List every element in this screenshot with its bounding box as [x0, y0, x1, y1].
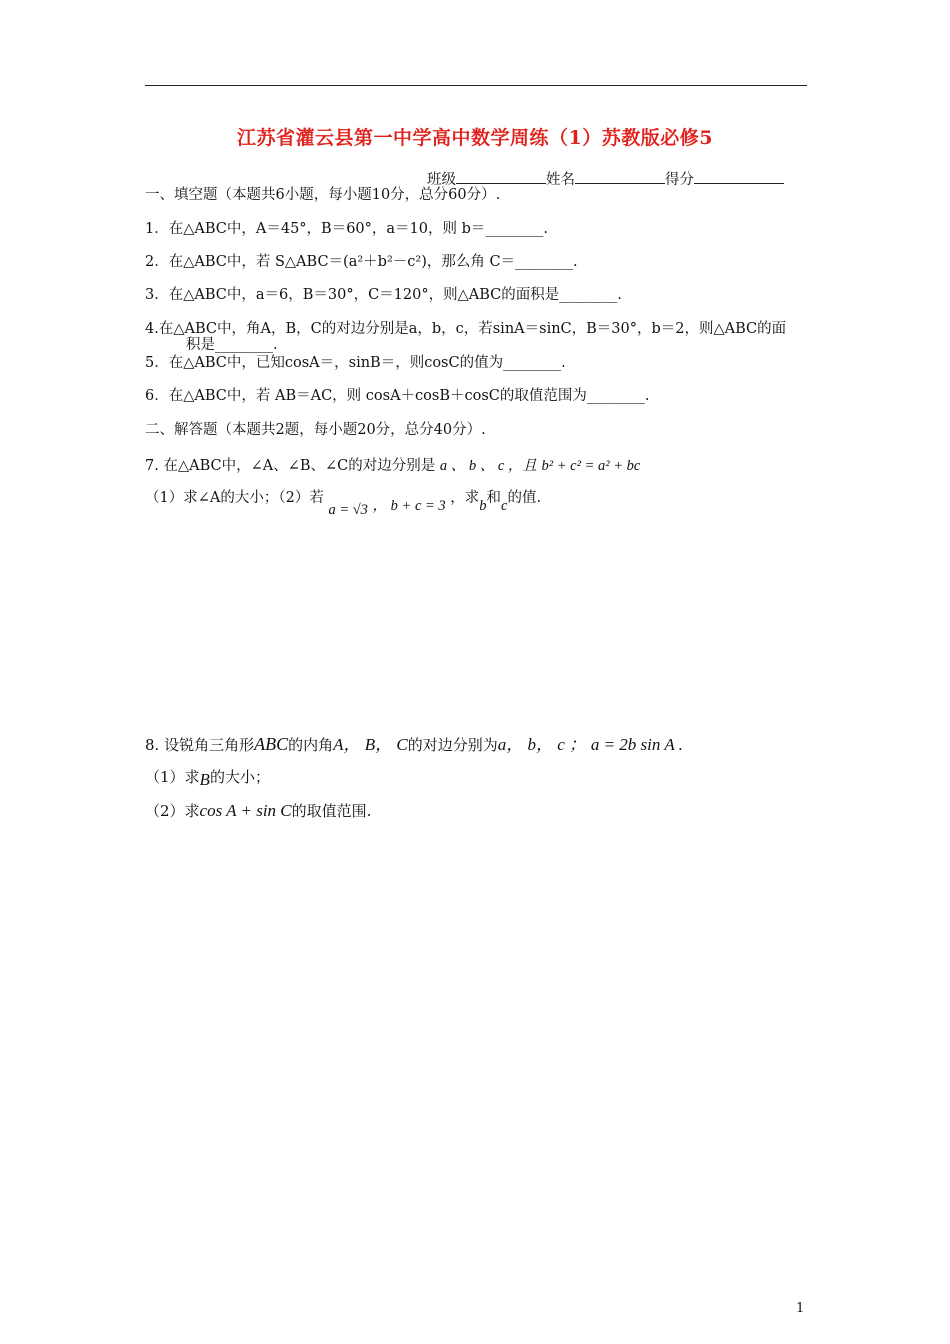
q8-abc: ABC — [254, 734, 289, 754]
question-8-part-1 — [145, 768, 270, 789]
section-2-heading: 二、解答题（本题共2题，每小题20分，总分40分）. — [145, 422, 486, 438]
q8-p1-end: 的大小； — [209, 768, 270, 786]
question-8-part-2 — [145, 802, 371, 820]
question-6: 6．在△ABC中，若 AB＝AC，则 cosA＋cosB＋cosC的取值范围为________. — [145, 388, 650, 404]
score-blank[interactable] — [694, 171, 784, 184]
name-label: 姓名 — [546, 172, 575, 188]
q7-formula: b² + c² = a² + bc — [541, 458, 641, 474]
score-label: 得分 — [665, 172, 694, 188]
question-2: 2．在△ABC中，若 S△ABC＝(a²＋b²－c²)，那么角 C＝________. — [145, 254, 578, 270]
header-rule — [145, 85, 807, 86]
q8-mid2: 的对边分别为 — [407, 736, 498, 754]
q7-b: b — [479, 498, 487, 514]
q8-p2-expr: cos A + sin C — [199, 801, 292, 820]
q8-sides: a， b， c ； — [497, 735, 587, 754]
q8-angles: A， B， C — [333, 735, 408, 754]
q8-formula: a = 2b sin A . — [590, 735, 683, 754]
question-4-line-2: 积是________. — [186, 337, 278, 353]
q7-and: 和 — [486, 490, 502, 506]
page-number: 1 — [796, 1301, 805, 1316]
question-1: 1．在△ABC中，A＝45°，B＝60°，a＝10，则 b＝________. — [145, 221, 548, 237]
name-blank[interactable] — [575, 171, 665, 184]
q7-cond2: ， b + c = 3 — [372, 498, 446, 514]
question-7-parts — [145, 489, 542, 518]
q7-end: 的值. — [507, 490, 542, 506]
class-blank[interactable] — [456, 171, 546, 184]
q8-p2-end: 的取值范围. — [291, 802, 372, 820]
q7-vars: a 、 b 、 c ，且 — [439, 458, 537, 474]
question-7 — [145, 457, 640, 475]
q8-mid: 的内角 — [288, 736, 334, 754]
question-5: 5．在△ABC中，已知cosA＝，sinB＝，则cosC的值为________. — [145, 355, 566, 371]
section-1-heading: 一、填空题（本题共6小题，每小题10分，总分60分）. — [145, 187, 501, 203]
question-4-line-1: 4.在△ABC中，角A，B，C的对边分别是a，b，c，若sinA＝sinC，B＝30°，b＝2，则△ABC的面 — [145, 321, 787, 337]
class-label: 班级 — [427, 172, 456, 188]
q8-p1: （1）求 — [145, 768, 200, 786]
q7-cond1: a = √3 — [328, 502, 368, 518]
question-3: 3．在△ABC中，a＝6，B＝30°，C＝120°，则△ABC的面积是________. — [145, 287, 622, 303]
q7-part1: （1）求∠A的大小；（2）若 — [145, 490, 324, 506]
question-8 — [145, 735, 683, 754]
q8-text: 8. 设锐角三角形 — [145, 736, 255, 754]
q8-p1-var: B — [199, 770, 210, 789]
q8-p2: （2）求 — [145, 802, 200, 820]
q7-c: c — [501, 498, 508, 514]
page-title: 江苏省灌云县第一中学高中数学周练（1）苏教版必修5 — [237, 127, 713, 149]
q7-text: 7. 在△ABC中，∠A、∠B、∠C的对边分别是 — [145, 458, 436, 474]
q7-ask: ，求 — [450, 490, 480, 506]
